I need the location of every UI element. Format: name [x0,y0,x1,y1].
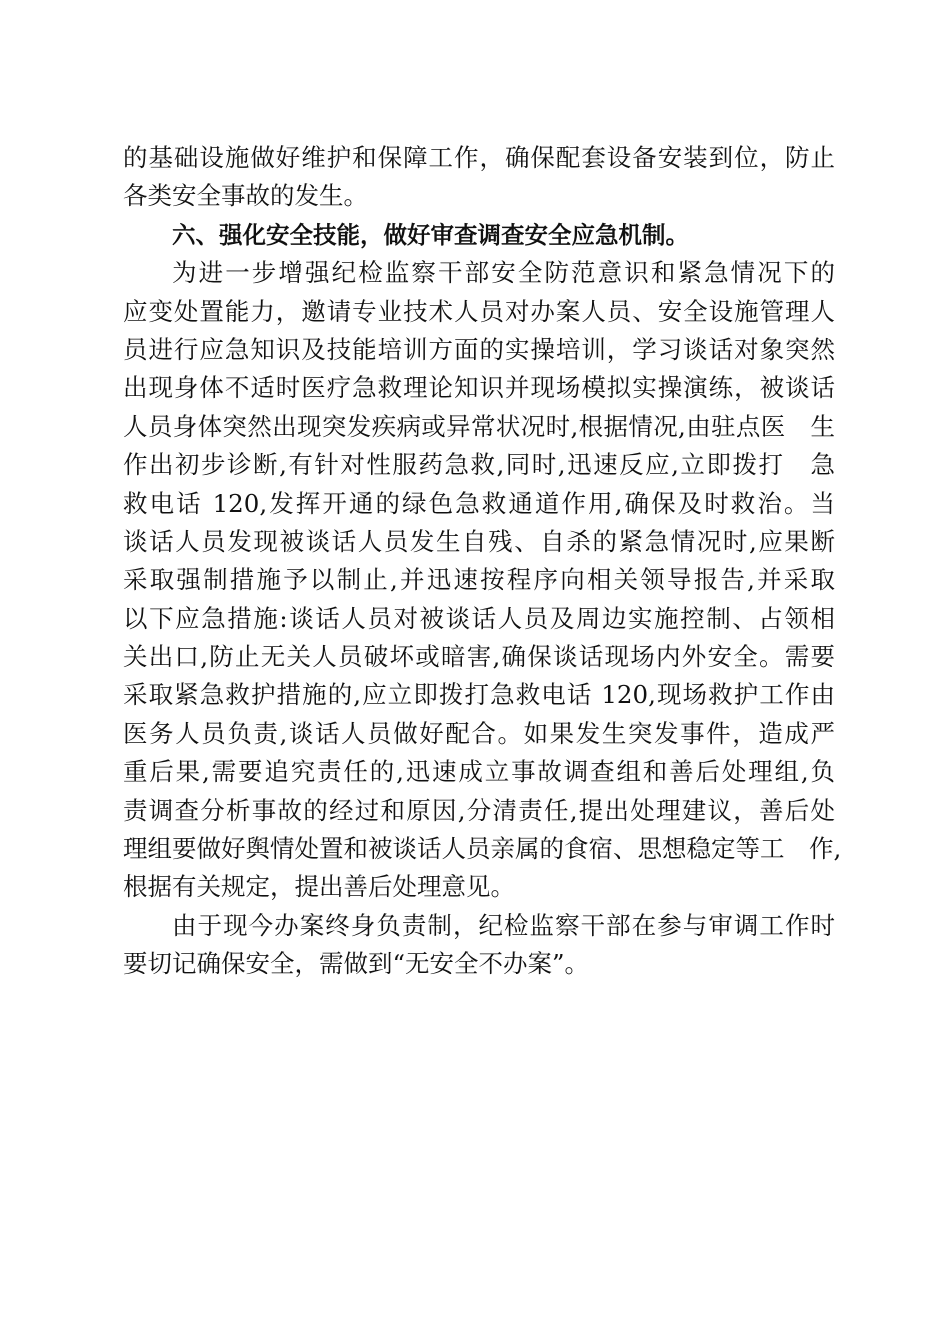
text-line: 由于现今办案终身负责制，纪检监察干部在参与审调工作时 [172,910,835,940]
text-line: 作出初步诊断,有针对性服药急救,同时,迅速反应,立即拨打 急 [123,450,835,480]
paragraph-conclusion [123,907,835,984]
text-line: 理组要做好舆情处置和被谈话人员亲属的食宿、思想稳定等工 作, [123,834,842,864]
text-line: 出现身体不适时医疗急救理论知识并现场模拟实操演练，被谈话 [123,373,835,403]
text-line: 采取紧急救护措施的,应立即拨打急救电话 120,现场救护工作由 [123,680,835,710]
text-line: 救电话 120,发挥开通的绿色急救通道作用,确保及时救治。当 [123,488,835,518]
text-line: 各类安全事故的发生。 [123,181,368,211]
text-line: 以下应急措施:谈话人员对被谈话人员及周边实施控制、占领相 [123,603,835,633]
paragraph-continuation [123,139,835,216]
heading-text: 六、强化安全技能，做好审查调查安全应急机制。 [172,220,689,249]
text-line: 谈话人员发现被谈话人员发生自残、自杀的紧急情况时,应果断 [123,526,835,556]
document-body [123,139,842,984]
text-line: 采取强制措施予以制止,并迅速按程序向相关领导报告,并采取 [123,565,835,595]
text-line: 关出口,防止无关人员破坏或暗害,确保谈话现场内外安全。需要 [123,642,835,672]
text-line: 人员身体突然出现突发疾病或异常状况时,根据情况,由驻点医 生 [123,411,835,441]
text-line: 重后果,需要追究责任的,迅速成立事故调查组和善后处理组,负 [123,757,835,787]
section-heading [123,216,835,254]
text-line: 医务人员负责,谈话人员做好配合。如果发生突发事件，造成严 [123,718,835,748]
text-line: 应变处置能力，邀请专业技术人员对办案人员、安全设施管理人 [123,296,835,326]
text-line: 的基础设施做好维护和保障工作，确保配套设备安装到位，防止 [123,143,835,172]
text-line: 员进行应急知识及技能培训方面的实操培训，学习谈话对象突然 [123,334,835,364]
text-line: 责调查分析事故的经过和原因,分清责任,提出处理建议，善后处 [123,795,835,825]
text-line: 为进一步增强纪检监察干部安全防范意识和紧急情况下的 [172,258,835,288]
text-line: 根据有关规定，提出善后处理意见。 [123,872,515,902]
paragraph-emergency-mechanism [123,254,842,907]
text-line: 要切记确保安全，需做到“无安全不办案”。 [123,949,590,979]
